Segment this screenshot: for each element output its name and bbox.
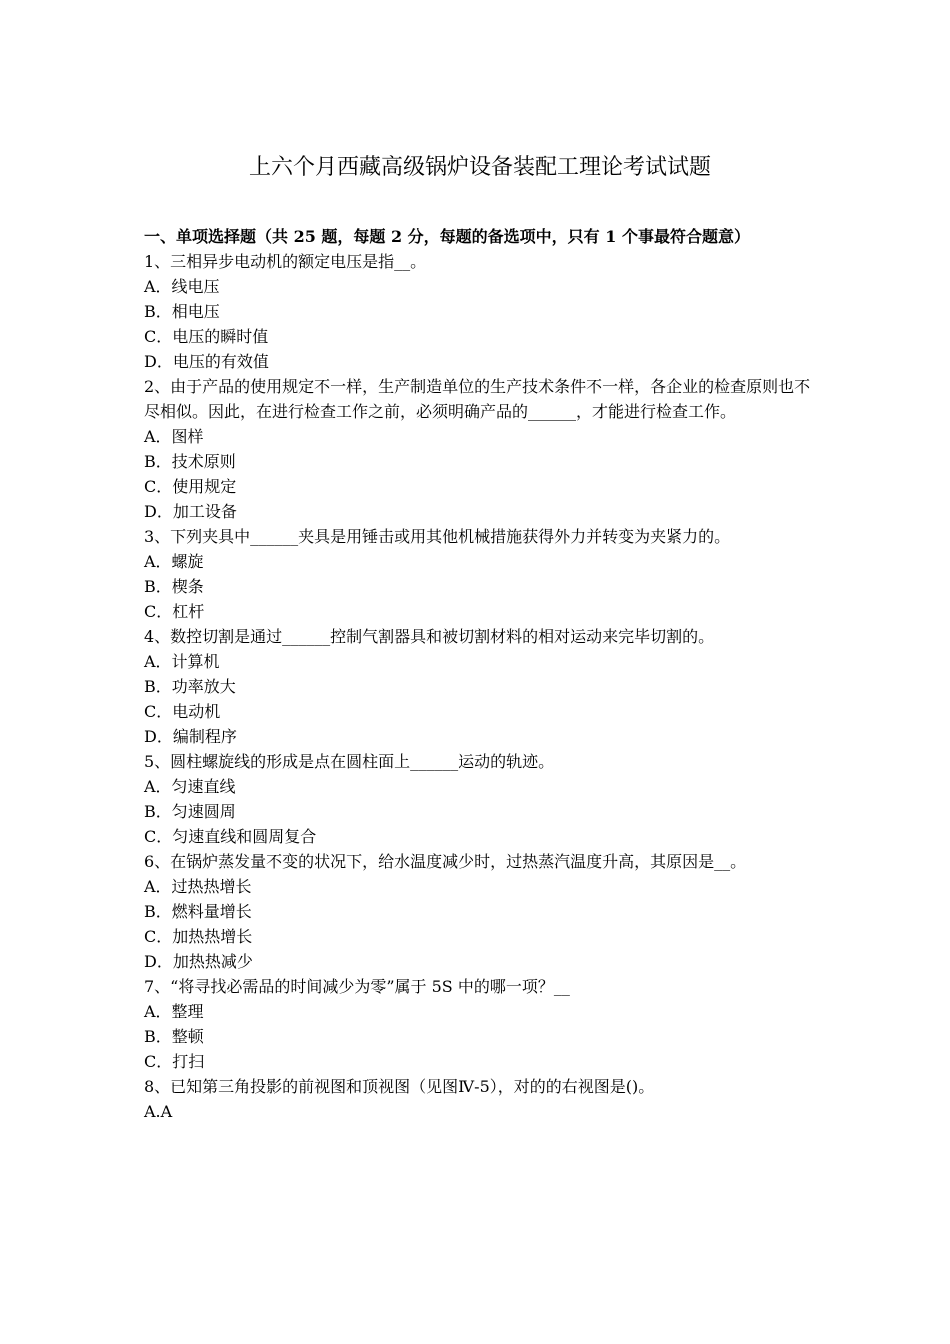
question-text: 7、“将寻找必需品的时间减少为零”属于 5S 中的哪一项？__: [144, 977, 570, 996]
question-block: [144, 1074, 816, 1124]
document-title: 上六个月西藏高级锅炉设备装配工理论考试试题: [248, 155, 711, 180]
question-list: [144, 249, 816, 1124]
section-heading: 一、单项选择题（共 25 题，每题 2 分，每题的备选项中，只有 1 个事最符合题意）: [144, 227, 750, 246]
answer-option: C．电动机: [144, 702, 221, 721]
answer-option: B．技术原则: [144, 452, 236, 471]
answer-option: C．电压的瞬时值: [144, 327, 269, 346]
answer-option: A．线电压: [144, 277, 220, 296]
question-text: 8、已知第三角投影的前视图和顶视图（见图Ⅳ-5），对的的右视图是()。: [144, 1077, 655, 1096]
question-text: 3、下列夹具中______夹具是用锤击或用其他机械措施获得外力并转变为夹紧力的。: [144, 527, 731, 546]
question-block: [144, 749, 816, 849]
answer-option: B．匀速圆周: [144, 802, 236, 821]
question-block: [144, 524, 816, 624]
answer-option: B．相电压: [144, 302, 220, 321]
question-block: [144, 374, 816, 524]
question-text: 2、由于产品的使用规定不一样，生产制造单位的生产技术条件不一样，各企业的检查原则也不尽相似。因此，在进行检查工作之前，必须明确产品的______，才能进行检查工作。: [144, 377, 811, 421]
answer-option: D．加工设备: [144, 502, 237, 521]
answer-option: A．图样: [144, 427, 204, 446]
question-text: 5、圆柱螺旋线的形成是点在圆柱面上______运动的轨迹。: [144, 752, 555, 771]
answer-option: B．楔条: [144, 577, 204, 596]
question-text: 6、在锅炉蒸发量不变的状况下，给水温度减少时，过热蒸汽温度升高，其原因是__。: [144, 852, 747, 871]
answer-option: A．整理: [144, 1002, 204, 1021]
answer-option: D．编制程序: [144, 727, 237, 746]
answer-option: A．匀速直线: [144, 777, 236, 796]
answer-option: A．过热热增长: [144, 877, 252, 896]
answer-option: B．功率放大: [144, 677, 236, 696]
answer-option: A．螺旋: [144, 552, 204, 571]
answer-option: A.A: [144, 1102, 173, 1121]
question-text: 1、三相异步电动机的额定电压是指__。: [144, 252, 427, 271]
answer-option: B．整顿: [144, 1027, 204, 1046]
question-text: 4、数控切割是通过______控制气割器具和被切割材料的相对运动来完毕切割的。: [144, 627, 715, 646]
answer-option: C．使用规定: [144, 477, 237, 496]
answer-option: C．杠杆: [144, 602, 205, 621]
question-block: [144, 624, 816, 749]
answer-option: D．电压的有效值: [144, 352, 269, 371]
question-block: [144, 849, 816, 974]
answer-option: B．燃料量增长: [144, 902, 252, 921]
answer-option: D．加热热减少: [144, 952, 253, 971]
document-page: [144, 150, 816, 1124]
question-block: [144, 974, 816, 1074]
answer-option: C．加热热增长: [144, 927, 253, 946]
answer-option: A．计算机: [144, 652, 220, 671]
answer-option: C．打扫: [144, 1052, 205, 1071]
answer-option: C．匀速直线和圆周复合: [144, 827, 317, 846]
question-block: [144, 249, 816, 374]
